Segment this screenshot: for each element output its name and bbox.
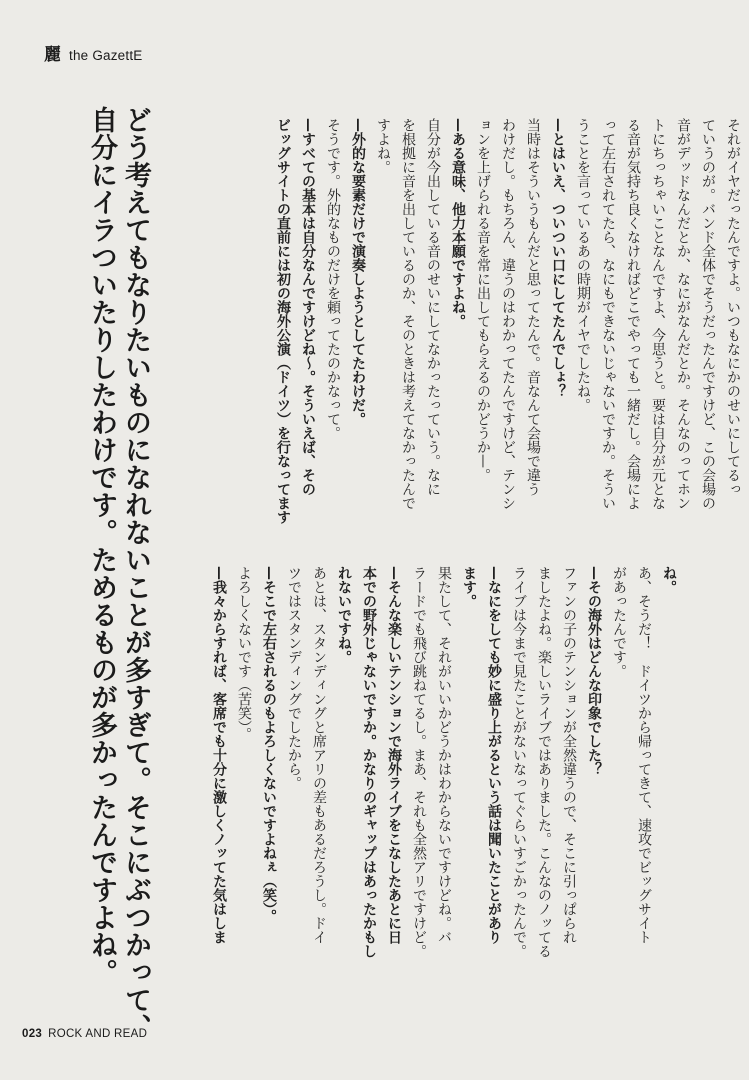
interview-answer-line: って左右されてたら、なにもできないじゃないですか。そうい <box>600 118 616 510</box>
interview-answer-line: 自分が今出している音のせいにしてなかったっていう。なに <box>425 118 441 496</box>
interview-question-line: れないですね。 <box>336 566 352 664</box>
pull-quote-line: どう考えてもなりたいものになれないことが多すぎて。そこにぶつかって、 <box>120 106 151 1041</box>
magazine-title: ROCK AND READ <box>48 1028 148 1040</box>
interview-question-line: —外的な要素だけで演奏しようとしてたわけだ。 <box>350 118 366 426</box>
interview-answer-line: ファンの子のテンションが全然違うので、そこに引っぱられ <box>561 566 577 944</box>
interview-answer-line: よろしくないです（苦笑）。 <box>236 566 252 741</box>
interview-answer-line: 果たして、それがいいかどうかはわからないですけどね。バ <box>436 566 452 944</box>
interview-answer-line: ましたよね。楽しいライブではありました。こんなのノッてる <box>536 566 552 958</box>
running-head <box>44 40 143 65</box>
interview-answer-line: があったんです。 <box>611 566 627 678</box>
interview-question-line: 本での野外じゃないですか。かなりのギャップはあったかもし <box>361 566 377 958</box>
page-number: 023 <box>22 1028 43 1040</box>
interview-question-line: ね。 <box>661 566 677 594</box>
interview-answer-line: ていうのが。バンド全体でそうだったんですけど、この会場の <box>700 118 716 510</box>
interview-question-line: —ある意味、他力本願ですよね。 <box>450 118 466 328</box>
interview-answer-line: そうです。外的なものだけを頼ってたのかなって。 <box>325 118 341 440</box>
interview-answer-line: 当時はそういうもんだと思ってたんで。音なんて会場で違う <box>525 118 541 496</box>
interview-question-line: —そんな楽しいテンションで海外ライブをこなしたあとに日 <box>386 566 402 944</box>
interview-question-line: ます。 <box>461 566 477 608</box>
pull-quote-line: 自分にイラついたりしたわけです。ためるものが多かったんですよね。 <box>86 106 117 986</box>
interview-answer-line: ラードでも飛び跳ねてるし。まあ、それも全然アリですけど。 <box>411 566 427 958</box>
interview-question-line: —我々からすれば、客席でも十分に激しくノッてた気はしま <box>211 566 227 944</box>
interview-answer-line: うことを言っているあの時期がイヤでしたね。 <box>575 118 591 412</box>
interview-answer-line: すよね。 <box>375 118 391 174</box>
interview-question-line: —すべての基本は自分なんですけどね〜。そういえば、その <box>300 118 316 496</box>
interview-question-line: —そこで左右されるのもよろしくないですよねぇ（笑）。 <box>261 566 277 923</box>
interview-upper-tier <box>270 118 745 538</box>
folio <box>22 1028 147 1040</box>
interview-answer-line: ョンを上げられる音を常に出してもらえるのかどうか—。 <box>475 118 491 482</box>
interview-question-line: —その海外はどんな印象でした？ <box>586 566 602 776</box>
interview-answer-line: ライブは今まで見たことがないなってぐらいすごかったんで。 <box>511 566 527 958</box>
interview-answer-line: あ、そうだ！ ドイツから帰ってきて、速攻でビッグサイト <box>636 566 652 944</box>
interview-question-line: —とはいえ、ついつい口にしてたんでしょ？ <box>550 118 566 398</box>
interview-answer-line: 音がデッドなんだとか、なにがなんだとか。そんなのってホン <box>675 118 691 510</box>
interview-question-line: ビッグサイトの直前には初の海外公演（ドイツ）を行なってます <box>275 118 291 524</box>
interview-answer-line: を根拠に音を出しているのか、そのときは考えてなかったんで <box>400 118 416 510</box>
interview-answer-line: あとは、スタンディングと席アリの差もあるだろうし。ドイ <box>311 566 327 944</box>
interview-answer-line: わけだし。もちろん、違うのはわかってたんですけど、テンシ <box>500 118 516 510</box>
interview-answer-line: ツではスタンディングでしたから。 <box>286 566 302 790</box>
interview-question-line: —なにをしても妙に盛り上がるという話は聞いたことがあり <box>486 566 502 944</box>
member-name-kanji: 麗 <box>44 45 61 65</box>
band-name: the GazettE <box>69 48 143 63</box>
interview-answer-line: それがイヤだったんですよ。いつもなにかのせいにしてるっ <box>725 118 741 496</box>
interview-lower-tier <box>206 566 681 986</box>
interview-answer-line: トにちっちゃいことなんですよ、今思うと。要は自分が元とな <box>650 118 666 510</box>
interview-answer-line: る音が気持ち良くなければどこでやっても一緒だし。会場によ <box>625 118 641 510</box>
